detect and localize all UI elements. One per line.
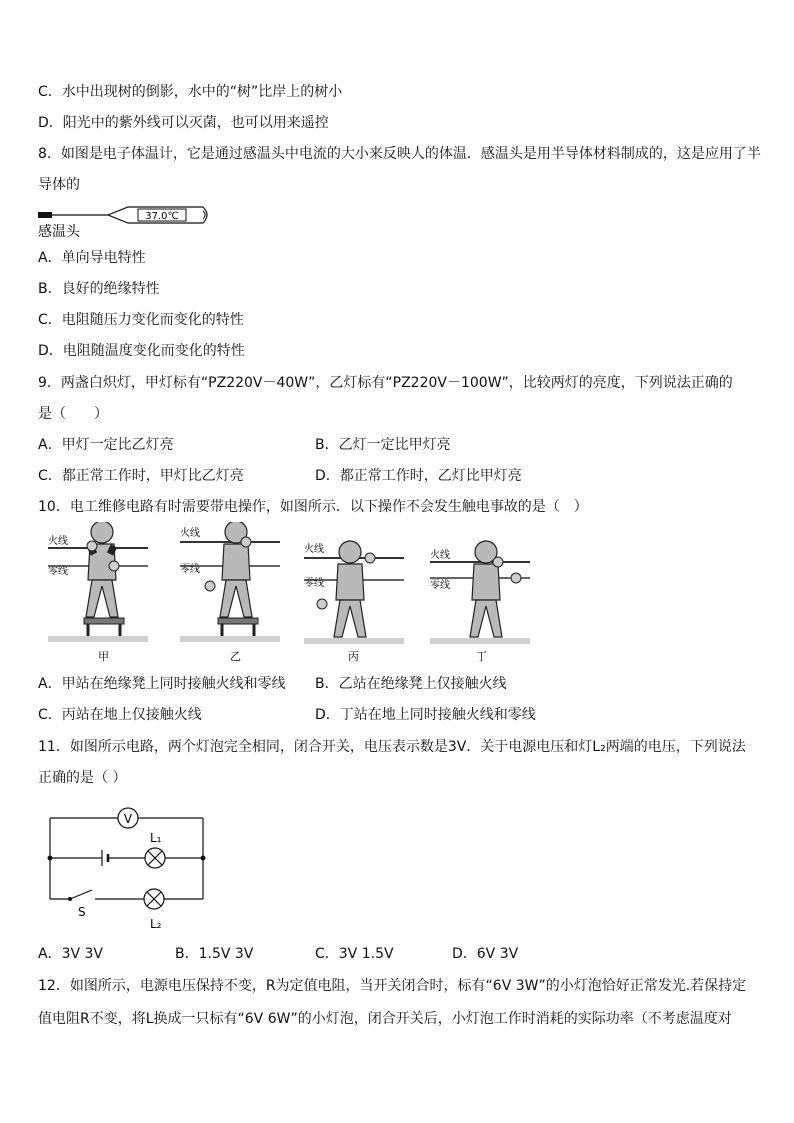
q11-option-d: D．6V 3V bbox=[452, 946, 519, 962]
q11-option-b: B．1.5V 3V bbox=[175, 946, 254, 962]
circuit-diagram bbox=[40, 800, 220, 935]
live-wire-label: 火线 bbox=[48, 536, 68, 547]
q8-stem-line1: 8．如图是电子体温计，它是通过感温头中电流的大小来反映人的体温．感温头是用半导体材料制成的，这是应用了半 bbox=[38, 146, 761, 162]
q10-option-c: C．丙站在地上仅接触火线 bbox=[38, 707, 202, 723]
electrician-jia bbox=[48, 522, 148, 663]
q9-option-b: B．乙灯一定比甲灯亮 bbox=[315, 437, 451, 453]
neutral-wire-label: 零线 bbox=[180, 564, 200, 575]
q8-stem-line2: 导体的 bbox=[38, 177, 80, 193]
neutral-wire-label: 零线 bbox=[430, 580, 450, 591]
q10-stem: 10．电工维修电路有时需要带电操作，如图所示．以下操作不会发生触电事故的是（ ） bbox=[38, 499, 588, 515]
electrician-ding bbox=[430, 541, 530, 663]
electrician-yi bbox=[180, 522, 280, 663]
q9-option-d: D．都正常工作时，乙灯比甲灯亮 bbox=[315, 468, 522, 484]
electrician-bing bbox=[304, 541, 404, 663]
label-yi: 乙 bbox=[230, 650, 241, 663]
q10-option-d: D．丁站在地上同时接触火线和零线 bbox=[315, 707, 536, 723]
q9-option-a: A．甲灯一定比乙灯亮 bbox=[38, 437, 174, 453]
label-bing: 丙 bbox=[348, 650, 359, 663]
lamp2-label: L₂ bbox=[150, 917, 162, 931]
q11-option-a: A．3V 3V bbox=[38, 946, 103, 962]
sensor-tip bbox=[38, 212, 52, 218]
label-jia: 甲 bbox=[98, 650, 109, 663]
q8-option-a: A．单向导电特性 bbox=[38, 250, 146, 266]
q10-option-b: B．乙站在绝缘凳上仅接触火线 bbox=[315, 676, 507, 692]
label-ding: 丁 bbox=[476, 650, 487, 663]
q11-stem-line1: 11．如图所示电路，两个灯泡完全相同，闭合开关，电压表示数是3V．关于电源电压和灯L₂两端的电压，下列说法 bbox=[38, 739, 746, 755]
thermometer-figure bbox=[38, 203, 218, 239]
q11-option-c: C．3V 1.5V bbox=[315, 946, 394, 962]
neutral-wire-label: 零线 bbox=[304, 578, 324, 589]
lamp1-label: L₁ bbox=[150, 831, 162, 845]
q7-option-c: C．水中出现树的倒影，水中的“树”比岸上的树小 bbox=[38, 84, 343, 100]
q9-stem-line2: 是（ ） bbox=[38, 406, 108, 422]
q7-option-d: D．阳光中的紫外线可以灭菌，也可以用来遥控 bbox=[38, 115, 329, 131]
q12-stem-line1: 12．如图所示，电源电压保持不变，R为定值电阻，当开关闭合时，标有“6V 3W”的小灯泡恰好正常发光.若保持定 bbox=[38, 978, 747, 994]
q12-stem-line2: 值电阻R不变，将L换成一只标有“6V 6W”的小灯泡，闭合开关后，小灯泡工作时消耗的实际功率（不考虑温度对 bbox=[38, 1011, 732, 1027]
thermometer-reading: 37.0℃ bbox=[145, 211, 179, 222]
q9-option-c: C．都正常工作时，甲灯比乙灯亮 bbox=[38, 468, 244, 484]
q8-option-d: D．电阻随温度变化而变化的特性 bbox=[38, 343, 245, 359]
q10-option-a: A．甲站在绝缘凳上同时接触火线和零线 bbox=[38, 676, 286, 692]
live-wire-label: 火线 bbox=[304, 544, 324, 555]
q11-stem-line2: 正确的是（ ） bbox=[38, 770, 127, 786]
neutral-wire-label: 零线 bbox=[48, 566, 68, 577]
q9-stem-line1: 9．两盏白炽灯，甲灯标有“PZ220V－40W”，乙灯标有“PZ220V－100W”，比较两灯的亮度，下列说法正确的 bbox=[38, 375, 733, 391]
switch-label: S bbox=[78, 905, 86, 919]
live-wire-label: 火线 bbox=[430, 550, 450, 561]
electricians-figure bbox=[40, 522, 560, 667]
live-wire-label: 火线 bbox=[180, 528, 200, 539]
q8-option-b: B．良好的绝缘特性 bbox=[38, 281, 160, 297]
q8-option-c: C．电阻随压力变化而变化的特性 bbox=[38, 312, 244, 328]
voltmeter-label: V bbox=[123, 812, 133, 826]
sensor-label: 感温头 bbox=[38, 224, 80, 239]
